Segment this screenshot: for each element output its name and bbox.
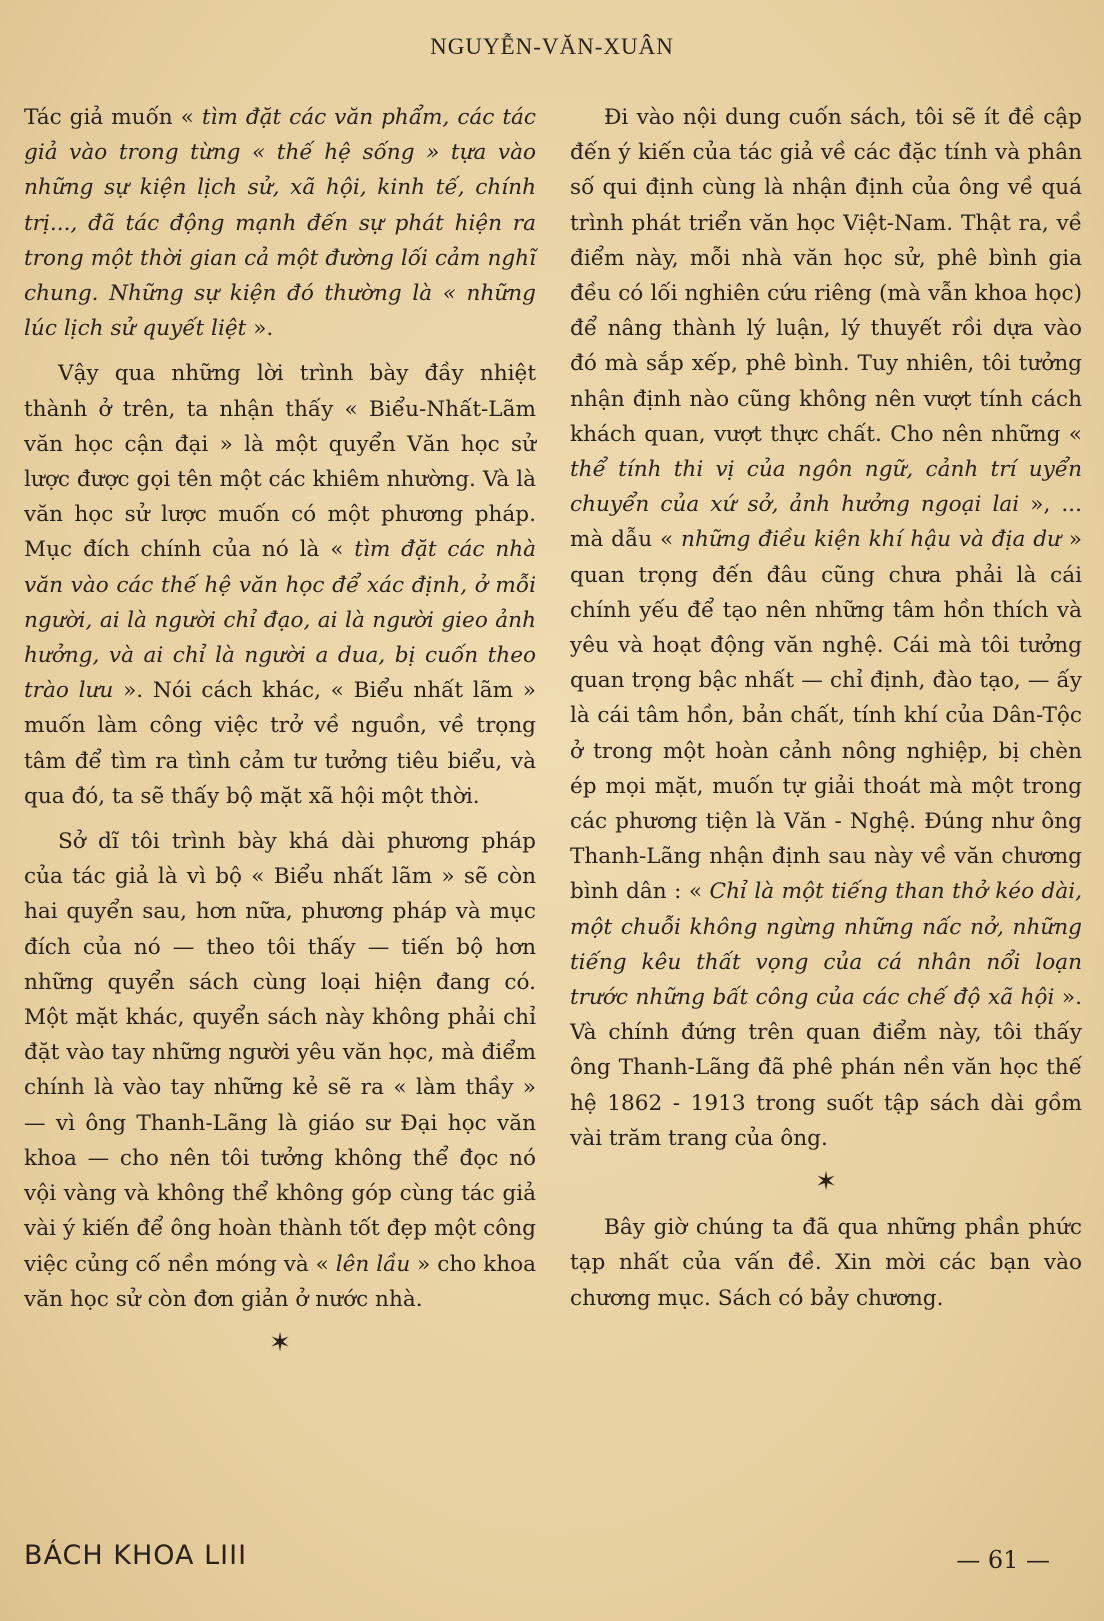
page-header-author: NGUYỄN-VĂN-XUÂN (430, 34, 674, 59)
left-paragraph-2: Vậy qua những lời trình bày đầy nhiệt thành ở trên, ta nhận thấy « Biểu-Nhất-Lãm văn học cận đại » là một quyển Văn học sử lược được gọi tên một các khiêm nhường. Và là văn học sử lược muốn có một phương pháp. Mục đích chính của nó là « tìm đặt các nhà văn vào các thế hệ văn học để xác định, ở mỗi người, ai là người chỉ đạo, ai là người gieo ảnh hưởng, và ai chỉ là người a dua, bị cuốn theo trào lưu ». Nói cách khác, « Biểu nhất lãm » muốn làm công việc trở về nguồn, về trọng tâm để tìm ra tình cảm tư tưởng tiêu biểu, và qua đó, ta sẽ thấy bộ mặt xã hội một thời. (24, 361, 537, 809)
left-paragraph-1: Tác giả muốn « tìm đặt các văn phẩm, các tác giả vào trong từng « thế hệ sống » tựa vào những sự kiện lịch sử, xã hội, kinh tế, chính trị..., đã tác động mạnh đến sự phát hiện ra trong một thời gian cả một đường lối cảm nghĩ chung. Những sự kiện đó thường là « những lúc lịch sử quyết liệt ». (24, 105, 536, 342)
magazine-issue-label: BÁCH KHOA LIII (24, 1540, 248, 1571)
right-paragraph-2: Bây giờ chúng ta đã qua những phần phức tạp nhất của vấn đề. Xin mời các bạn vào chương mục. Sách có bảy chương. (570, 1215, 1082, 1311)
left-paragraph-3: Sở dĩ tôi trình bày khá dài phương pháp của tác giả là vì bộ « Biểu nhất lãm » sẽ còn hai quyển sau, hơn nữa, phương pháp và mục đích của nó — theo tôi thấy — tiến bộ hơn những quyển sách cùng loại hiện đang có. Một mặt khác, quyển sách này không phải chỉ đặt vào tay những người yêu văn học, mà điểm chính là vào tay những kẻ sẽ ra « làm thầy » — vì ông Thanh-Lãng là giáo sư Đại học văn khoa — cho nên tôi tưởng không thể đọc nó vội vàng và không thể không góp cùng tác giả vài ý kiến để ông hoàn thành tốt đẹp một công việc củng cố nền móng và « lên lầu » cho khoa văn học sử còn đơn giản ở nước nhà. (24, 829, 536, 1312)
section-divider-star: ✶ (815, 1167, 837, 1198)
left-column (24, 100, 536, 1371)
page-number: — 61 — (956, 1546, 1050, 1574)
right-paragraph-1: Đi vào nội dung cuốn sách, tôi sẽ ít đề cập đến ý kiến của tác giả về các đặc tính và phân số qui định cùng là nhận định của ông về quá trình phát triển văn học Việt-Nam. Thật ra, về điểm này, mỗi nhà văn học sử, phê bình gia đều có lối nghiên cứu riêng (mà vẫn khoa học) để nâng thành lý luận, lý thuyết rồi dựa vào đó mà sắp xếp, phê bình. Tuy nhiên, tôi tưởng nhận định nào cũng không nên vượt tính cách khách quan, vượt thực chất. Cho nên những « thể tính thi vị của ngôn ngữ, cảnh trí uyển chuyển của xứ sở, ảnh hưởng ngoại lai », ... mà dẫu « những điều kiện khí hậu và địa dư » quan trọng đến đâu cũng chưa phải là cái chính yếu để tạo nên những tâm hồn thích và yêu và hoạt động văn nghệ. Cái mà tôi tưởng quan trọng bậc nhất — chỉ định, đào tạo, — ấy là cái tâm hồn, bản chất, tính khí của Dân-Tộc ở trong một hoàn cảnh nông nghiệp, bị chèn ép mọi mặt, muốn tự giải thoát mà một trong các phương tiện là Văn - Nghệ. Đúng như ông Thanh-Lãng nhận định sau này về văn chương bình dân : « Chỉ là một tiếng than thở kéo dài, một chuỗi không ngừng những nấc nở, những tiếng kêu thất vọng của cá nhân nổi loạn trước những bất công của các chế độ xã hội ». Và chính đứng trên quan điểm này, tôi thấy ông Thanh-Lãng đã phê phán nền văn học thế hệ 1862 - 1913 trong suốt tập sách dài gồm vài trăm trang của ông. (570, 105, 1083, 1151)
section-divider-star: ✶ (269, 1327, 291, 1358)
right-column (570, 100, 1082, 1316)
